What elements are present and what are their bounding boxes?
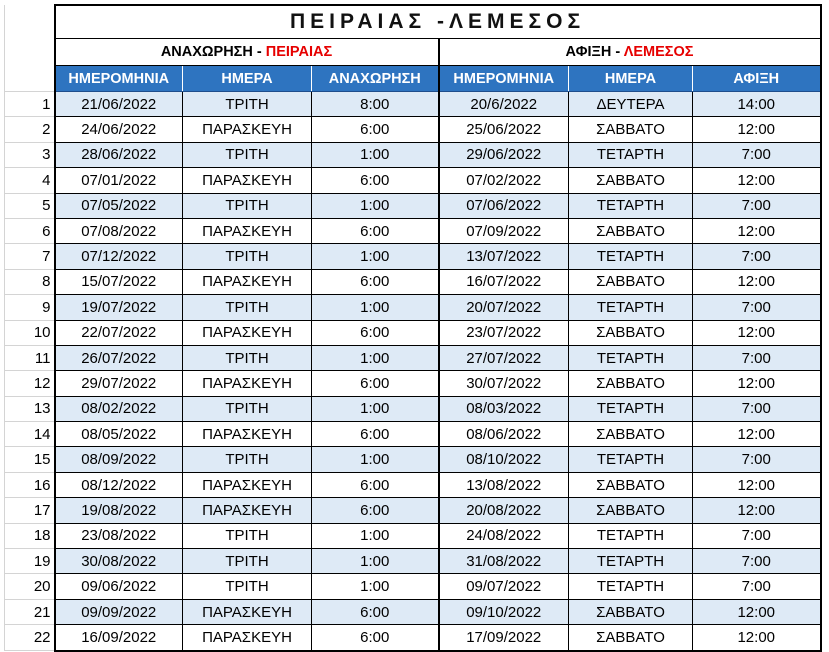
arrival-day-cell[interactable]: ΣΑΒΒΑΤΟ: [569, 625, 693, 651]
table-row: [5, 422, 821, 447]
table-row: [5, 599, 821, 624]
col-header-departure-date[interactable]: ΗΜΕΡΟΜΗΝΙΑ: [55, 66, 183, 92]
arrival-date-cell[interactable]: 07/02/2022: [439, 168, 569, 193]
arrival-time-cell[interactable]: 12:00: [693, 422, 821, 447]
departure-day-cell[interactable]: ΠΑΡΑΣΚΕΥΗ: [183, 371, 312, 396]
table-row: [5, 295, 821, 320]
departure-date-cell[interactable]: 26/07/2022: [55, 345, 183, 370]
arrival-date-cell[interactable]: 27/07/2022: [439, 345, 569, 370]
row-number: 13: [5, 396, 55, 421]
departure-time-cell[interactable]: 6:00: [312, 269, 439, 294]
arrival-port: ΛΕΜΕΣΟΣ: [623, 44, 694, 60]
table-row: [5, 117, 821, 142]
arrival-date-cell[interactable]: 20/08/2022: [439, 498, 569, 523]
row-number: 6: [5, 218, 55, 243]
arrival-date-cell[interactable]: 09/10/2022: [439, 599, 569, 624]
departure-time-cell[interactable]: 1:00: [312, 345, 439, 370]
arrival-day-cell[interactable]: ΤΕΤΑΡΤΗ: [569, 345, 693, 370]
departure-date-cell[interactable]: 24/06/2022: [55, 117, 183, 142]
arrival-section-prefix: ΑΦΙΞΗ -: [565, 44, 624, 60]
row-number: 11: [5, 345, 55, 370]
arrival-day-cell[interactable]: ΤΕΤΑΡΤΗ: [569, 574, 693, 599]
arrival-day-cell[interactable]: ΣΑΒΒΑΤΟ: [569, 371, 693, 396]
arrival-date-cell[interactable]: 31/08/2022: [439, 549, 569, 574]
departure-day-cell[interactable]: ΤΡΙΤΗ: [183, 396, 312, 421]
departure-day-cell[interactable]: ΤΡΙΤΗ: [183, 574, 312, 599]
table-row: [5, 244, 821, 269]
departure-day-cell[interactable]: ΠΑΡΑΣΚΕΥΗ: [183, 168, 312, 193]
arrival-time-cell[interactable]: 7:00: [693, 549, 821, 574]
departure-time-cell[interactable]: 6:00: [312, 168, 439, 193]
arrival-date-cell[interactable]: 08/06/2022: [439, 422, 569, 447]
arrival-date-cell[interactable]: 13/08/2022: [439, 472, 569, 497]
departure-date-cell[interactable]: 09/06/2022: [55, 574, 183, 599]
arrival-time-cell[interactable]: 12:00: [693, 218, 821, 243]
arrival-date-cell[interactable]: 20/07/2022: [439, 295, 569, 320]
arrival-day-cell[interactable]: ΤΕΤΑΡΤΗ: [569, 295, 693, 320]
departure-time-cell[interactable]: 1:00: [312, 295, 439, 320]
table-row: [5, 371, 821, 396]
arrival-day-cell[interactable]: ΣΑΒΒΑΤΟ: [569, 168, 693, 193]
table-row: [5, 92, 821, 117]
ferry-schedule-table: [4, 4, 822, 652]
departure-date-cell[interactable]: 07/12/2022: [55, 244, 183, 269]
table-row: [5, 549, 821, 574]
arrival-time-cell[interactable]: 12:00: [693, 371, 821, 396]
departure-day-cell[interactable]: ΠΑΡΑΣΚΕΥΗ: [183, 320, 312, 345]
arrival-date-cell[interactable]: 07/09/2022: [439, 218, 569, 243]
arrival-day-cell[interactable]: ΣΑΒΒΑΤΟ: [569, 498, 693, 523]
row-number: 15: [5, 447, 55, 472]
arrival-date-cell[interactable]: 17/09/2022: [439, 625, 569, 651]
departure-day-cell[interactable]: ΤΡΙΤΗ: [183, 295, 312, 320]
departure-date-cell[interactable]: 21/06/2022: [55, 92, 183, 117]
arrival-day-cell[interactable]: ΣΑΒΒΑΤΟ: [569, 422, 693, 447]
arrival-day-cell[interactable]: ΤΕΤΑΡΤΗ: [569, 523, 693, 548]
row-number: 4: [5, 168, 55, 193]
row-number: 12: [5, 371, 55, 396]
departure-date-cell[interactable]: 15/07/2022: [55, 269, 183, 294]
arrival-date-cell[interactable]: 08/10/2022: [439, 447, 569, 472]
arrival-day-cell[interactable]: ΤΕΤΑΡΤΗ: [569, 244, 693, 269]
departure-time-cell[interactable]: 1:00: [312, 142, 439, 167]
row-number: 20: [5, 574, 55, 599]
table-row: [5, 498, 821, 523]
col-header-departure-time[interactable]: ΑΝΑΧΩΡΗΣΗ: [312, 66, 439, 92]
arrival-time-cell[interactable]: 12:00: [693, 320, 821, 345]
col-header-arrival-date[interactable]: ΗΜΕΡΟΜΗΝΙΑ: [439, 66, 569, 92]
departure-date-cell[interactable]: 07/01/2022: [55, 168, 183, 193]
arrival-date-cell[interactable]: 30/07/2022: [439, 371, 569, 396]
arrival-day-cell[interactable]: ΤΕΤΑΡΤΗ: [569, 193, 693, 218]
arrival-time-cell[interactable]: 7:00: [693, 574, 821, 599]
arrival-date-cell[interactable]: 24/08/2022: [439, 523, 569, 548]
row-number: 18: [5, 523, 55, 548]
departure-time-cell[interactable]: 1:00: [312, 244, 439, 269]
section-row: [5, 39, 821, 66]
row-header-blank: [5, 39, 55, 66]
table-row: [5, 269, 821, 294]
row-number: 19: [5, 549, 55, 574]
row-number: 14: [5, 422, 55, 447]
arrival-day-cell[interactable]: ΤΕΤΑΡΤΗ: [569, 447, 693, 472]
row-number: 7: [5, 244, 55, 269]
col-header-arrival-day[interactable]: ΗΜΕΡΑ: [569, 66, 693, 92]
arrival-time-cell[interactable]: 7:00: [693, 142, 821, 167]
departure-time-cell[interactable]: 6:00: [312, 599, 439, 624]
departure-time-cell[interactable]: 6:00: [312, 218, 439, 243]
departure-section-header: [55, 39, 439, 66]
arrival-day-cell[interactable]: ΣΑΒΒΑΤΟ: [569, 320, 693, 345]
departure-day-cell[interactable]: ΠΑΡΑΣΚΕΥΗ: [183, 117, 312, 142]
departure-date-cell[interactable]: 28/06/2022: [55, 142, 183, 167]
departure-date-cell[interactable]: 09/09/2022: [55, 599, 183, 624]
column-header-row: [5, 66, 821, 92]
departure-day-cell[interactable]: ΠΑΡΑΣΚΕΥΗ: [183, 625, 312, 651]
departure-date-cell[interactable]: 16/09/2022: [55, 625, 183, 651]
table-row: [5, 193, 821, 218]
row-number: 3: [5, 142, 55, 167]
row-number: 5: [5, 193, 55, 218]
arrival-time-cell[interactable]: 7:00: [693, 447, 821, 472]
row-number: 21: [5, 599, 55, 624]
title-row: [5, 5, 821, 39]
row-header-blank: [5, 66, 55, 92]
arrival-day-cell[interactable]: ΣΑΒΒΑΤΟ: [569, 599, 693, 624]
departure-time-cell[interactable]: 6:00: [312, 371, 439, 396]
table-row: [5, 142, 821, 167]
departure-day-cell[interactable]: ΤΡΙΤΗ: [183, 244, 312, 269]
departure-port: ΠΕΙΡΑΙΑΣ: [265, 44, 333, 60]
departure-date-cell[interactable]: 19/07/2022: [55, 295, 183, 320]
arrival-day-cell[interactable]: ΔΕΥΤΕΡΑ: [569, 92, 693, 117]
departure-time-cell[interactable]: 1:00: [312, 396, 439, 421]
departure-day-cell[interactable]: ΤΡΙΤΗ: [183, 523, 312, 548]
departure-date-cell[interactable]: 22/07/2022: [55, 320, 183, 345]
table-row: [5, 523, 821, 548]
departure-day-cell[interactable]: ΤΡΙΤΗ: [183, 345, 312, 370]
departure-date-cell[interactable]: 29/07/2022: [55, 371, 183, 396]
arrival-time-cell[interactable]: 12:00: [693, 472, 821, 497]
row-number: 8: [5, 269, 55, 294]
arrival-date-cell[interactable]: 29/06/2022: [439, 142, 569, 167]
row-number: 10: [5, 320, 55, 345]
arrival-date-cell[interactable]: 23/07/2022: [439, 320, 569, 345]
departure-date-cell[interactable]: 07/05/2022: [55, 193, 183, 218]
departure-day-cell[interactable]: ΠΑΡΑΣΚΕΥΗ: [183, 422, 312, 447]
row-number: 1: [5, 92, 55, 117]
departure-time-cell[interactable]: 6:00: [312, 117, 439, 142]
table-row: [5, 472, 821, 497]
arrival-time-cell[interactable]: 12:00: [693, 117, 821, 142]
departure-date-cell[interactable]: 07/08/2022: [55, 218, 183, 243]
arrival-day-cell[interactable]: ΣΑΒΒΑΤΟ: [569, 269, 693, 294]
col-header-arrival-time[interactable]: ΑΦΙΞΗ: [693, 66, 821, 92]
row-number: 22: [5, 625, 55, 651]
table-row: [5, 625, 821, 651]
departure-time-cell[interactable]: 6:00: [312, 625, 439, 651]
departure-date-cell[interactable]: 19/08/2022: [55, 498, 183, 523]
row-header-blank: [5, 5, 55, 39]
arrival-time-cell[interactable]: 12:00: [693, 269, 821, 294]
table-row: [5, 218, 821, 243]
arrival-date-cell[interactable]: 25/06/2022: [439, 117, 569, 142]
arrival-date-cell[interactable]: 20/6/2022: [439, 92, 569, 117]
departure-date-cell[interactable]: 08/12/2022: [55, 472, 183, 497]
departure-time-cell[interactable]: 8:00: [312, 92, 439, 117]
departure-time-cell[interactable]: 1:00: [312, 574, 439, 599]
departure-date-cell[interactable]: 08/02/2022: [55, 396, 183, 421]
departure-time-cell[interactable]: 1:00: [312, 447, 439, 472]
arrival-date-cell[interactable]: 07/06/2022: [439, 193, 569, 218]
departure-day-cell[interactable]: ΠΑΡΑΣΚΕΥΗ: [183, 599, 312, 624]
arrival-time-cell[interactable]: 7:00: [693, 244, 821, 269]
departure-day-cell[interactable]: ΤΡΙΤΗ: [183, 92, 312, 117]
departure-time-cell[interactable]: 6:00: [312, 498, 439, 523]
arrival-time-cell[interactable]: 12:00: [693, 168, 821, 193]
arrival-day-cell[interactable]: ΤΕΤΑΡΤΗ: [569, 142, 693, 167]
departure-day-cell[interactable]: ΤΡΙΤΗ: [183, 549, 312, 574]
row-number: 16: [5, 472, 55, 497]
arrival-day-cell[interactable]: ΤΕΤΑΡΤΗ: [569, 396, 693, 421]
arrival-time-cell[interactable]: 12:00: [693, 498, 821, 523]
departure-date-cell[interactable]: 30/08/2022: [55, 549, 183, 574]
departure-date-cell[interactable]: 08/09/2022: [55, 447, 183, 472]
departure-time-cell[interactable]: 1:00: [312, 523, 439, 548]
departure-time-cell[interactable]: 1:00: [312, 193, 439, 218]
arrival-section-header: [439, 39, 821, 66]
departure-day-cell[interactable]: ΠΑΡΑΣΚΕΥΗ: [183, 498, 312, 523]
arrival-date-cell[interactable]: 13/07/2022: [439, 244, 569, 269]
table-row: [5, 447, 821, 472]
schedule-title: ΠΕΙΡΑΙΑΣ -ΛΕΜΕΣΟΣ: [55, 5, 821, 39]
departure-day-cell[interactable]: ΤΡΙΤΗ: [183, 142, 312, 167]
arrival-time-cell[interactable]: 7:00: [693, 523, 821, 548]
arrival-date-cell[interactable]: 08/03/2022: [439, 396, 569, 421]
departure-day-cell[interactable]: ΤΡΙΤΗ: [183, 193, 312, 218]
arrival-time-cell[interactable]: 12:00: [693, 599, 821, 624]
arrival-date-cell[interactable]: 09/07/2022: [439, 574, 569, 599]
arrival-time-cell[interactable]: 7:00: [693, 396, 821, 421]
departure-date-cell[interactable]: 08/05/2022: [55, 422, 183, 447]
arrival-time-cell[interactable]: 7:00: [693, 295, 821, 320]
departure-time-cell[interactable]: 1:00: [312, 549, 439, 574]
row-number: 9: [5, 295, 55, 320]
departure-day-cell[interactable]: ΠΑΡΑΣΚΕΥΗ: [183, 218, 312, 243]
table-row: [5, 396, 821, 421]
arrival-date-cell[interactable]: 16/07/2022: [439, 269, 569, 294]
departure-date-cell[interactable]: 23/08/2022: [55, 523, 183, 548]
row-number: 2: [5, 117, 55, 142]
arrival-day-cell[interactable]: ΣΑΒΒΑΤΟ: [569, 117, 693, 142]
table-row: [5, 345, 821, 370]
row-number: 17: [5, 498, 55, 523]
departure-time-cell[interactable]: 6:00: [312, 472, 439, 497]
arrival-time-cell[interactable]: 14:00: [693, 92, 821, 117]
departure-day-cell[interactable]: ΠΑΡΑΣΚΕΥΗ: [183, 269, 312, 294]
departure-day-cell[interactable]: ΤΡΙΤΗ: [183, 447, 312, 472]
arrival-day-cell[interactable]: ΤΕΤΑΡΤΗ: [569, 549, 693, 574]
col-header-departure-day[interactable]: ΗΜΕΡΑ: [183, 66, 312, 92]
departure-section-prefix: ΑΝΑΧΩΡΗΣΗ -: [160, 44, 266, 60]
departure-day-cell[interactable]: ΠΑΡΑΣΚΕΥΗ: [183, 472, 312, 497]
arrival-time-cell[interactable]: 12:00: [693, 625, 821, 651]
arrival-day-cell[interactable]: ΣΑΒΒΑΤΟ: [569, 218, 693, 243]
arrival-day-cell[interactable]: ΣΑΒΒΑΤΟ: [569, 472, 693, 497]
departure-time-cell[interactable]: 6:00: [312, 320, 439, 345]
table-row: [5, 168, 821, 193]
arrival-time-cell[interactable]: 7:00: [693, 193, 821, 218]
table-row: [5, 574, 821, 599]
departure-time-cell[interactable]: 6:00: [312, 422, 439, 447]
arrival-time-cell[interactable]: 7:00: [693, 345, 821, 370]
table-row: [5, 320, 821, 345]
